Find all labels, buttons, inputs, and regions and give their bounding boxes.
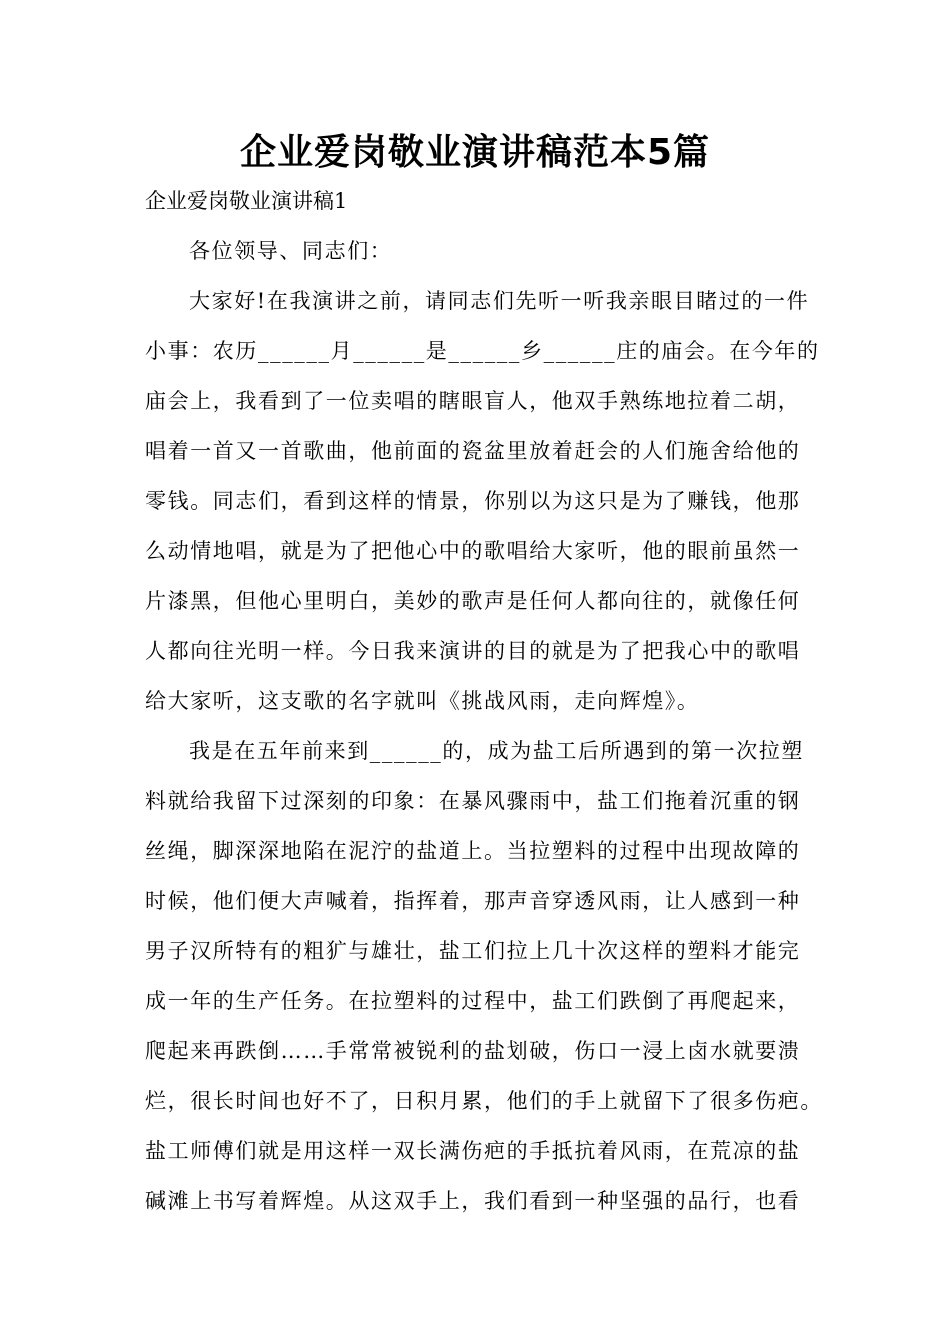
document-title: 企业爱岗敬业演讲稿范本5篇 xyxy=(239,132,711,173)
paragraph-1-line-3: 庙会上，我看到了一位卖唱的瞎眼盲人，他双手熟练地拉着二胡， xyxy=(145,389,801,413)
paragraph-1-line-6: 么动情地唱，就是为了把他心中的歌唱给大家听，他的眼前虽然一 xyxy=(145,539,801,563)
paragraph-1-line-5: 零钱。同志们，看到这样的情景，你别以为这只是为了赚钱，他那 xyxy=(145,489,801,513)
paragraph-2-line-8: 烂，很长时间也好不了，日积月累，他们的手上就留下了很多伤疤。 xyxy=(145,1089,823,1113)
paragraph-2-line-3: 丝绳，脚深深地陷在泥泞的盐道上。当拉塑料的过程中出现故障的 xyxy=(145,839,801,863)
paragraph-1-line-1: 大家好!在我演讲之前，请同志们先听一听我亲眼目睹过的一件 xyxy=(189,289,810,313)
paragraph-2-line-10: 碱滩上书写着辉煌。从这双手上，我们看到一种坚强的品行，也看 xyxy=(145,1189,801,1213)
paragraph-2-line-1: 我是在五年前来到______的，成为盐工后所遇到的第一次拉塑 xyxy=(189,739,804,763)
paragraph-1-line-8: 人都向往光明一样。今日我来演讲的目的就是为了把我心中的歌唱 xyxy=(145,639,801,663)
salutation-line: 各位领导、同志们： xyxy=(189,239,393,263)
section-heading: 企业爱岗敬业演讲稿1 xyxy=(145,189,348,213)
paragraph-1-line-9: 给大家听，这支歌的名字就叫《挑战风雨，走向辉煌》。 xyxy=(145,689,700,713)
paragraph-1-line-2: 小事：农历______月______是______乡______庄的庙会。在今年的 xyxy=(145,339,820,363)
paragraph-2-line-6: 成一年的生产任务。在拉塑料的过程中，盐工们跌倒了再爬起来， xyxy=(145,989,801,1013)
paragraph-1-line-7: 片漆黑，但他心里明白，美妙的歌声是任何人都向往的，就像任何 xyxy=(145,589,801,613)
paragraph-1-line-4: 唱着一首又一首歌曲，他前面的瓷盆里放着赶会的人们施舍给他的 xyxy=(145,439,801,463)
paragraph-2-line-2: 料就给我留下过深刻的印象：在暴风骤雨中，盐工们拖着沉重的钢 xyxy=(145,789,801,813)
paragraph-2-line-4: 时候，他们便大声喊着，指挥着，那声音穿透风雨，让人感到一种 xyxy=(145,889,801,913)
paragraph-2-line-7: 爬起来再跌倒……手常常被锐利的盐划破，伤口一浸上卤水就要溃 xyxy=(145,1039,801,1063)
paragraph-2-line-5: 男子汉所特有的粗犷与雄壮，盐工们拉上几十次这样的塑料才能完 xyxy=(145,939,801,963)
paragraph-2-line-9: 盐工师傅们就是用这样一双长满伤疤的手抵抗着风雨，在荒凉的盐 xyxy=(145,1139,801,1163)
